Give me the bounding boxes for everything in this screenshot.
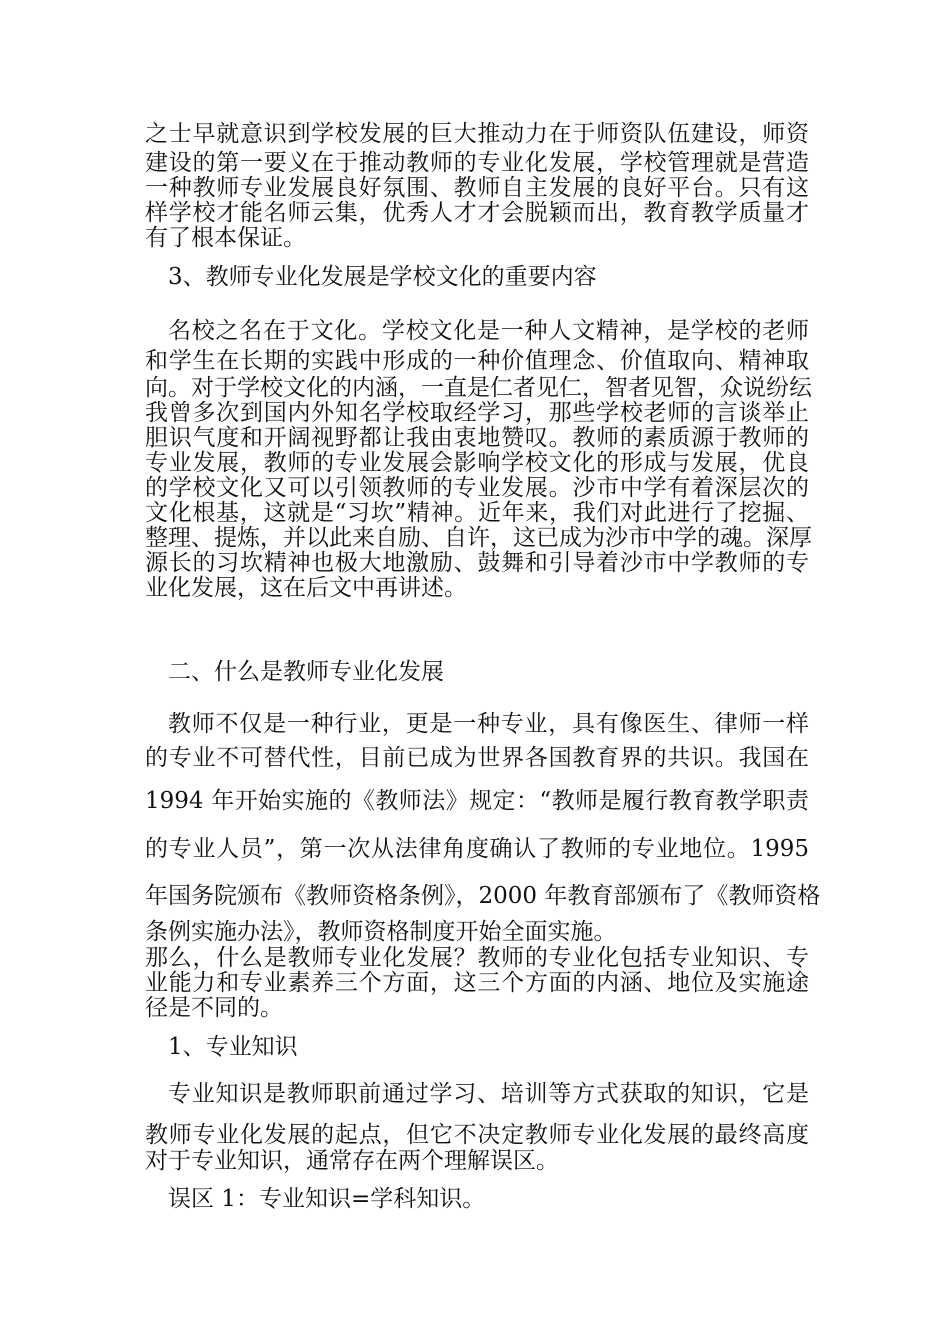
text-line: 的专业不可替代性，目前已成为世界各国教育界的共识。我国在	[145, 745, 809, 771]
text-line: 对于专业知识，通常存在两个理解误区。	[145, 1148, 559, 1174]
text-line: 有了根本保证。	[145, 225, 306, 251]
text-line: 向。对于学校文化的内涵，一直是仁者见仁，智者见智，众说纷纭	[145, 375, 812, 401]
text-line: 建设的第一要义在于推动教师的专业化发展，学校管理就是营造	[145, 150, 809, 176]
text-line: 源长的习坎精神也极大地激励、鼓舞和引导着沙市中学教师的专	[145, 550, 809, 576]
text-line: 专业发展，教师的专业发展会影响学校文化的形成与发展，优良	[145, 450, 809, 476]
text-line: 教师专业化发展的起点，但它不决定教师专业化发展的最终高度	[145, 1122, 809, 1148]
text-line: 的专业人员”，第一次从法律角度确认了教师的专业地位。1995	[145, 836, 809, 862]
text-line: 名校之名在于文化。学校文化是一种人文精神，是学校的老师	[168, 318, 809, 344]
text-line: 胆识气度和开阔视野都让我由衷地赞叹。教师的素质源于教师的	[145, 425, 809, 451]
text-line: 和学生在长期的实践中形成的一种价值理念、价值取向、精神取	[145, 348, 809, 374]
text-line: 那么，什么是教师专业化发展？教师的专业化包括专业知识、专	[145, 945, 809, 971]
text-line: 教师不仅是一种行业，更是一种专业，具有像医生、律师一样	[168, 711, 809, 737]
text-line: 条例实施办法》，教师资格制度开始全面实施。	[145, 919, 617, 945]
section-heading: 1、专业知识	[168, 1034, 298, 1060]
text-line: 业化发展，这在后文中再讲述。	[145, 575, 467, 601]
text-line: 一种教师专业发展良好氛围、教师自主发展的良好平台。只有这	[145, 175, 809, 201]
section-heading: 3、教师专业化发展是学校文化的重要内容	[168, 264, 597, 290]
text-line: 整理、提炼，并以此来自励、自许，这已成为沙市中学的魂。深厚	[145, 525, 812, 551]
text-line: 文化根基，这就是“习坎”精神。近年来，我们对此进行了挖掘、	[145, 500, 809, 526]
text-line: 业能力和专业素养三个方面，这三个方面的内涵、地位及实施途	[145, 970, 809, 996]
text-line: 年国务院颁布《教师资格条例》，2000 年教育部颁布了《教师资格	[145, 883, 821, 909]
text-line: 径是不同的。	[145, 995, 283, 1021]
text-line: 我曾多次到国内外知名学校取经学习，那些学校老师的言谈举止	[145, 400, 809, 426]
text-line: 之士早就意识到学校发展的巨大推动力在于师资队伍建设，师资	[145, 121, 809, 147]
text-line: 1994 年开始实施的《教师法》规定：“教师是履行教育教学职责	[145, 788, 809, 814]
text-line: 专业知识是教师职前通过学习、培训等方式获取的知识，它是	[168, 1081, 809, 1107]
section-heading: 二、什么是教师专业化发展	[168, 659, 444, 685]
misconception-line: 误区 1：专业知识=学科知识。	[168, 1186, 486, 1212]
text-line: 样学校才能名师云集，优秀人才才会脱颖而出，教育教学质量才	[145, 200, 809, 226]
text-line: 的学校文化又可以引领教师的专业发展。沙市中学有着深层次的	[145, 475, 809, 501]
